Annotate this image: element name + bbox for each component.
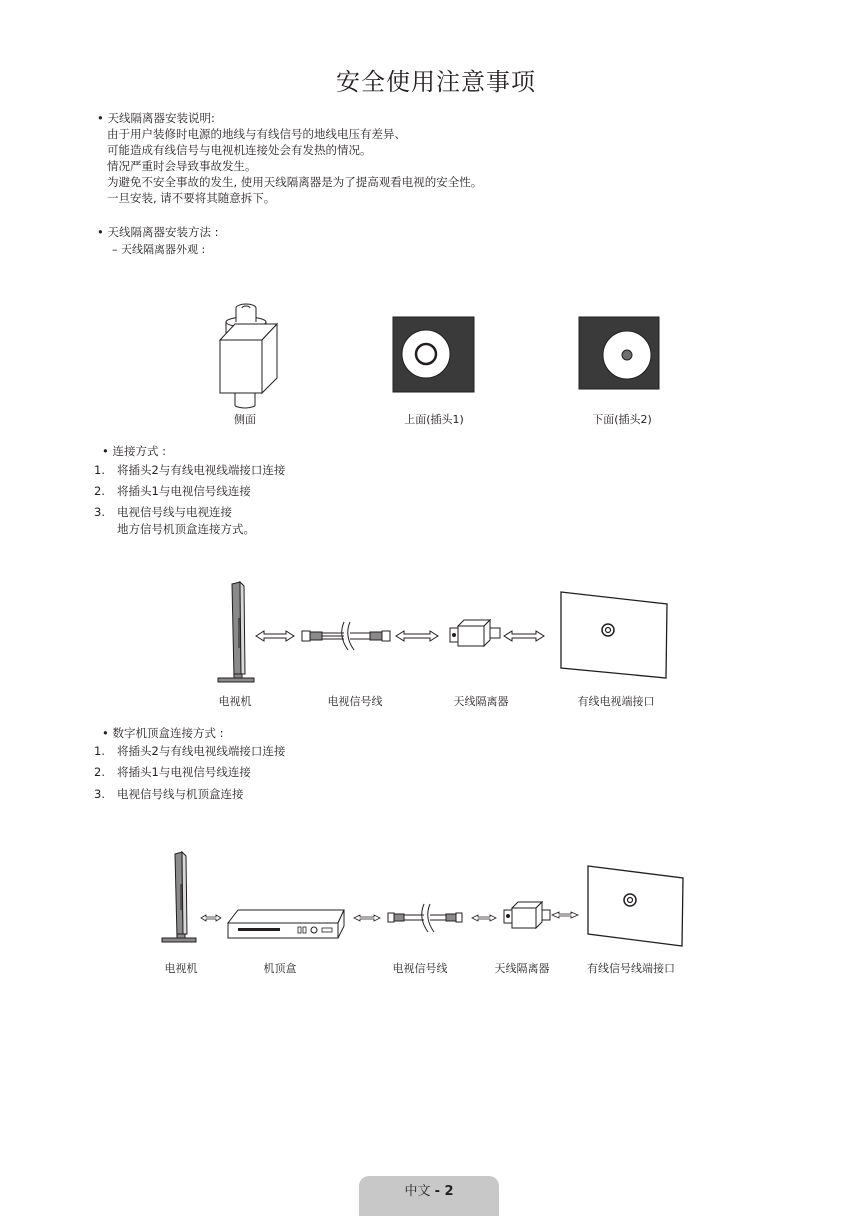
step-text: 将插头1与电视信号线连接	[117, 484, 251, 498]
side-view-caption: 侧面	[234, 413, 256, 426]
intro-heading	[97, 110, 215, 126]
bullet: •	[97, 225, 104, 239]
step-text: 电视信号线与电视连接	[117, 505, 232, 519]
set-top-box-icon	[228, 910, 344, 938]
double-arrow-icon	[552, 912, 578, 918]
footer-language: 中文	[404, 1184, 431, 1199]
intro-line: 为避免不安全事故的发生, 使用天线隔离器是为了提高观看电视的安全性。	[107, 175, 483, 189]
bottom-view-caption: 下面(插头2)	[592, 413, 652, 426]
diagram2-caption-isolator: 天线隔离器	[494, 962, 550, 975]
step-text: 将插头1与电视信号线连接	[117, 765, 251, 779]
connection-diagram-1	[210, 578, 680, 690]
install-heading	[97, 224, 218, 240]
step-number: 1.	[94, 744, 105, 758]
double-arrow-icon	[472, 915, 496, 921]
signal-cable-icon	[302, 622, 390, 650]
install-subheading: – 天线隔离器外观 :	[112, 243, 206, 256]
diagram2-caption-tv: 电视机	[164, 962, 198, 975]
diagram2-caption-cable: 电视信号线	[392, 962, 448, 975]
diagram2-caption-socket: 有线信号线端接口	[587, 962, 675, 975]
intro-heading-text: 天线隔离器安装说明:	[107, 111, 215, 125]
list-item	[94, 504, 232, 520]
list-item	[94, 483, 251, 499]
step-number: 2.	[94, 484, 105, 498]
connect-extra-note: 地方信号机顶盒连接方式。	[117, 522, 255, 536]
connection-diagram-2	[158, 848, 688, 948]
wall-socket-icon	[561, 592, 667, 678]
list-item	[94, 764, 251, 780]
intro-line: 由于用户装修时电源的地线与有线信号的地线电压有差异、	[107, 127, 406, 141]
double-arrow-icon	[504, 631, 544, 641]
step-text: 将插头2与有线电视线端接口连接	[117, 744, 286, 758]
digital-heading-text: 数字机顶盒连接方式 :	[112, 726, 224, 740]
step-number: 1.	[94, 463, 105, 477]
list-item	[94, 462, 286, 478]
isolator-bottom-view	[579, 317, 661, 391]
list-item	[94, 743, 286, 759]
page-number-tab	[359, 1176, 499, 1216]
step-number: 3.	[94, 787, 105, 801]
double-arrow-icon	[396, 631, 438, 641]
wall-socket-icon	[588, 866, 683, 946]
tv-icon	[218, 582, 254, 682]
connect-heading	[102, 443, 166, 459]
step-text: 电视信号线与机顶盒连接	[117, 787, 244, 801]
list-item	[94, 786, 244, 802]
diagram1-caption-tv: 电视机	[218, 695, 252, 708]
intro-line: 一旦安装, 请不要将其随意拆下。	[107, 191, 276, 205]
intro-line: 情况严重时会导致事故发生。	[107, 159, 257, 173]
bullet: •	[97, 111, 104, 125]
diagram2-caption-stb: 机顶盒	[263, 962, 297, 975]
step-number: 3.	[94, 505, 105, 519]
isolator-side-view	[215, 300, 285, 410]
digital-heading	[102, 725, 223, 741]
diagram1-caption-isolator: 天线隔离器	[453, 695, 509, 708]
step-number: 2.	[94, 765, 105, 779]
diagram1-caption-socket: 有线电视端接口	[577, 695, 655, 708]
install-heading-text: 天线隔离器安装方法 :	[107, 225, 219, 239]
signal-cable-icon	[388, 904, 462, 932]
intro-line: 可能造成有线信号与电视机连接处会有发热的情况。	[107, 143, 372, 157]
isolator-top-view	[393, 317, 475, 393]
page-title: 安全使用注意事项	[336, 68, 536, 96]
double-arrow-icon	[201, 915, 221, 921]
tv-icon	[162, 852, 196, 942]
double-arrow-icon	[354, 915, 380, 921]
isolator-icon	[450, 620, 500, 646]
footer-page-number: - 2	[434, 1184, 454, 1199]
connect-heading-text: 连接方式 :	[112, 444, 166, 458]
bullet: •	[102, 726, 109, 740]
isolator-icon	[504, 902, 550, 928]
top-view-caption: 上面(插头1)	[404, 413, 464, 426]
step-text: 将插头2与有线电视线端接口连接	[117, 463, 286, 477]
double-arrow-icon	[256, 631, 294, 641]
bullet: •	[102, 444, 109, 458]
diagram1-caption-cable: 电视信号线	[327, 695, 383, 708]
